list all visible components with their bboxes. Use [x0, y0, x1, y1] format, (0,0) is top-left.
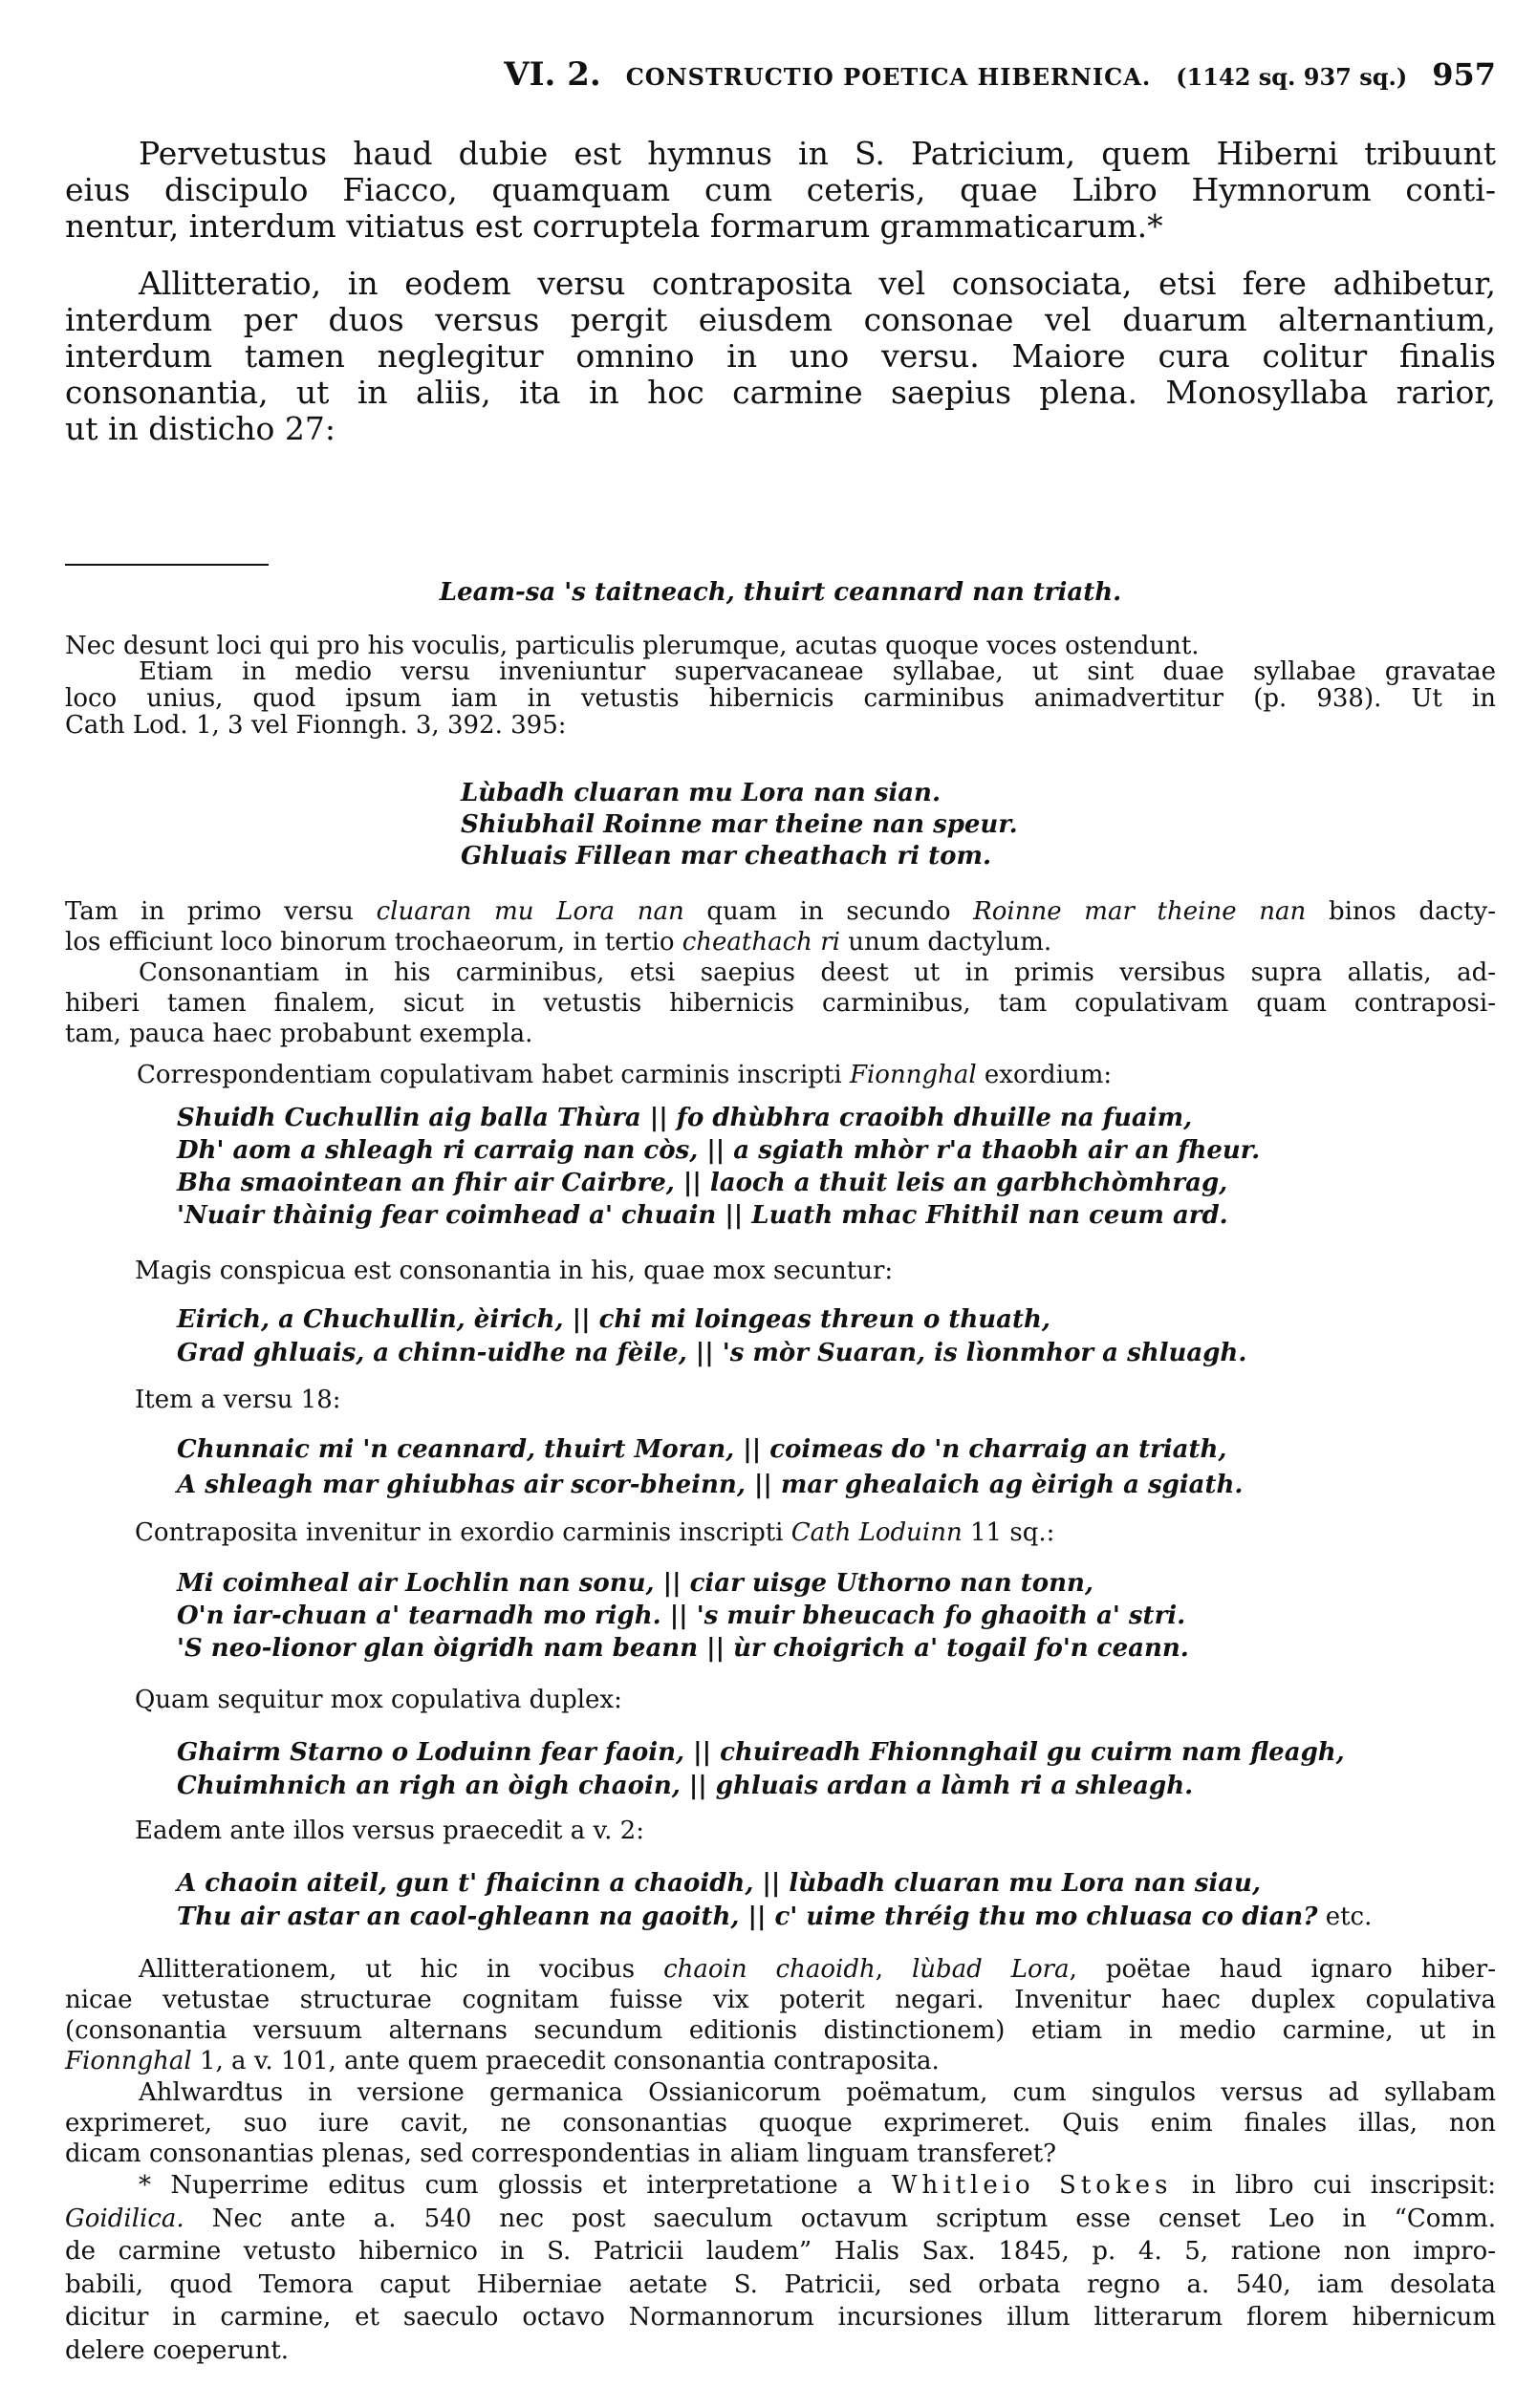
text-segment: Chuimhnich an righ an òigh chaoin, || ghluais ardan a làmh ri a shleagh.	[177, 1772, 1194, 1800]
text-line	[137, 1061, 1537, 1089]
text-line	[65, 338, 1496, 375]
text-segment: Correspondentiam copulativam habet carminis inscripti	[137, 1061, 850, 1089]
italic-segment: Fionnghal	[849, 1061, 977, 1089]
text-segment: * Nuperrime editus cum glossis et interpretatione a	[139, 2171, 892, 2200]
text-segment: ,	[875, 1955, 912, 1984]
text-line	[177, 1770, 1537, 1803]
text-line	[65, 1985, 1496, 2015]
text-line	[461, 841, 1537, 872]
text-segment: O'n iar-chuan a' tearnadh mo righ. || 's muir bheucach fo ghaoith a' stri.	[177, 1602, 1186, 1630]
text-segment: Etiam in medio versu inveniuntur supervacaneae syllabae, ut sint duae syllabae gravatae	[139, 657, 1496, 686]
paragraph-nec-desunt	[65, 632, 1496, 660]
paragraph-allitterationem	[65, 1954, 1496, 2076]
verse-block-4	[177, 1432, 1537, 1503]
text-segment: Bha smaointean an fhir air Cairbre, || laoch a thuit leis an garbhchòmhrag,	[177, 1169, 1228, 1197]
text-segment: Eadem ante illos versus praecedit a v. 2:	[135, 1817, 644, 1845]
italic-segment: cheathach ri	[682, 928, 840, 957]
verse-block-1	[461, 778, 1537, 872]
text-line	[135, 1257, 1537, 1285]
paragraph-contraposita	[135, 1518, 1537, 1547]
text-line	[135, 1518, 1537, 1547]
text-segment: los efficiunt loco binorum trochaeorum, in tertio	[65, 928, 682, 957]
text-line	[65, 1954, 1496, 1985]
text-line	[65, 685, 1496, 712]
text-segment: quam in secundo	[683, 897, 974, 926]
text-line	[135, 1686, 1537, 1714]
text-line	[65, 927, 1496, 957]
text-segment: babili, quod Temora caput Hiberniae aetate S. Patricii, sed orbata regno a. 540, iam desolata	[65, 2269, 1496, 2299]
text-line	[177, 1134, 1537, 1167]
verse-block-6	[177, 1736, 1537, 1803]
paragraph-eadem	[135, 1817, 1537, 1845]
text-line	[177, 1167, 1537, 1199]
text-segment: Shuidh Cuchullin aig balla Thùra || fo dhùbhra craoibh dhuille na fuaim,	[177, 1104, 1193, 1132]
text-line	[65, 302, 1496, 338]
italic-segment: Leam-sa 's taitneach, thuirt ceannard nan triath.	[439, 578, 1122, 607]
verse-block-7	[177, 1867, 1537, 1934]
text-segment: exprimeret, suo iure cavit, ne consonantias quoque exprimeret. Quis enim finales illas, non	[65, 2109, 1496, 2138]
italic-segment: Cath Loduinn	[790, 1518, 963, 1547]
text-segment: (consonantia versuum alternans secundum editionis distinctionem) etiam in medio carmine, ut in	[65, 2016, 1496, 2045]
text-line	[65, 658, 1496, 685]
italic-segment: Roinne mar theine nan	[973, 897, 1307, 926]
text-segment: interdum per duos versus pergit eiusdem consonae vel duarum alternantium,	[65, 301, 1496, 338]
text-segment: Eirich, a Chuchullin, èirich, || chi mi loingeas threun o thuath,	[177, 1305, 1050, 1334]
text-line	[65, 1019, 1496, 1049]
spaced-name: Whitleio Stokes	[891, 2171, 1173, 2200]
text-segment: 'Nuair thàinig fear coimhead a' chuain || Luath mhac Fhithil nan ceum ard.	[177, 1201, 1228, 1230]
text-line	[65, 712, 1496, 739]
text-segment: Item a versu 18:	[135, 1386, 341, 1414]
text-segment: consonantia, ut in aliis, ita in hoc carmine saepius plena. Monosyllaba rarior,	[65, 374, 1496, 411]
text-segment: Chunnaic mi 'n ceannard, thuirt Moran, || coimeas do 'n charraig an triath,	[177, 1435, 1227, 1464]
text-line	[177, 1600, 1537, 1632]
text-segment: interdum tamen neglegitur omnino in uno versu. Maiore cura colitur finalis	[65, 337, 1496, 375]
running-header	[504, 55, 1496, 94]
page-references: (1142 sq. 937 sq.)	[1176, 63, 1408, 91]
text-line	[65, 896, 1496, 927]
paragraph-allitteratio	[65, 266, 1496, 447]
text-segment: Pervetustus haud dubie est hymnus in S. Patricium, quem Hiberni tribuunt	[139, 135, 1496, 172]
text-line	[65, 136, 1496, 172]
text-segment: de carmine vetusto hibernico in S. Patricii laudem” Halis Sax. 1845, p. 4. 5, ratione non impro-	[65, 2237, 1496, 2266]
text-line	[177, 1199, 1537, 1232]
paragraph-consonantiam	[65, 957, 1496, 1049]
italic-segment: chaoin chaoidh	[663, 1955, 876, 1984]
text-line	[65, 578, 1496, 607]
text-line	[65, 2268, 1496, 2302]
text-segment: Thu air astar an caol-ghleann na gaoith, || c' uime thréig thu mo chluasa co dian?	[177, 1903, 1318, 1931]
paragraph-tam-in-primo	[65, 896, 1496, 957]
paragraph-ahlwardtus	[65, 2077, 1496, 2169]
text-line	[65, 2046, 1496, 2076]
paragraph-etiam	[65, 658, 1496, 739]
text-segment: hiberi tamen finalem, sicut in vetustis hibernicis carminibus, tam copulativam quam contraposi-	[65, 989, 1496, 1018]
text-line	[65, 2077, 1496, 2108]
text-line	[135, 1817, 1537, 1845]
footnote	[65, 2169, 1496, 2367]
text-segment: Consonantiam in his carminibus, etsi saepius deest ut in primis versibus supra allatis, ad-	[139, 958, 1496, 987]
section-number: VI. 2.	[504, 55, 601, 94]
text-line	[65, 2203, 1496, 2236]
text-segment: Magis conspicua est consonantia in his, quae mox secuntur:	[135, 1257, 894, 1285]
text-segment: Shiubhail Roinne mar theine nan speur.	[461, 810, 1018, 839]
text-line	[65, 411, 1496, 447]
text-segment: 'S neo-lionor glan òigridh nam beann || ùr choigrich a' togail fo'n ceann.	[177, 1634, 1189, 1663]
text-segment: nicae vetustae structurae cognitam fuisse vix poterit negari. Invenitur haec duplex copulativa	[65, 1986, 1496, 2014]
text-segment: Ghairm Starno o Loduinn fear faoin, || chuireadh Fhionnghail gu cuirm nam fleagh,	[177, 1738, 1345, 1767]
italic-segment: cluaran mu Lora nan	[376, 897, 684, 926]
text-line	[177, 1337, 1537, 1370]
footnote-rule	[65, 564, 269, 566]
text-line	[461, 778, 1537, 809]
text-segment: Nec ante a. 540 nec post saeculum octavum scriptum esse censet Leo in “Comm.	[184, 2204, 1496, 2233]
text-line	[177, 1867, 1537, 1901]
text-segment: loco unius, quod ipsum iam in vetustis hibernicis carminibus animadvertitur (p. 938). Ut in	[65, 684, 1496, 713]
text-segment: unum dactylum.	[839, 928, 1052, 957]
text-segment: Mi coimheal air Lochlin nan sonu, || ciar uisge Uthorno nan tonn,	[177, 1569, 1093, 1598]
text-line	[65, 2301, 1496, 2334]
text-segment: Grad ghluais, a chinn-uidhe na fèile, || 's mòr Suaran, is lìonmhor a shluagh.	[177, 1339, 1247, 1367]
text-line	[177, 1632, 1537, 1665]
text-line	[135, 1386, 1537, 1414]
text-line	[177, 1736, 1537, 1770]
verse-block-5	[177, 1567, 1537, 1665]
paragraph-correspondentiam	[137, 1061, 1537, 1089]
text-line	[65, 2235, 1496, 2268]
text-line	[461, 809, 1537, 841]
text-segment: , poëtae haud ignaro hiber-	[1069, 1955, 1496, 1984]
text-segment: Cath Lod. 1, 3 vel Fionngh. 3, 392. 395:	[65, 711, 567, 740]
page-number: 957	[1432, 56, 1496, 93]
text-line	[65, 957, 1496, 988]
text-segment: tam, pauca haec probabunt exempla.	[65, 1020, 533, 1048]
text-line	[177, 1567, 1537, 1600]
text-segment: Allitterationem, ut hic in vocibus	[139, 1955, 664, 1984]
text-segment: binos dacty-	[1306, 897, 1496, 926]
text-line	[177, 1102, 1537, 1134]
text-segment: dicam consonantias plenas, sed correspondentias in aliam linguam transferet?	[65, 2139, 1057, 2168]
text-line	[65, 2015, 1496, 2046]
quoted-verse	[65, 578, 1496, 607]
text-segment: A chaoin aiteil, gun t' fhaicinn a chaoidh, || lùbadh cluaran mu Lora nan siau,	[177, 1869, 1262, 1898]
text-line	[65, 375, 1496, 411]
text-segment: Ahlwardtus in versione germanica Ossianicorum poëmatum, cum singulos versus ad syllabam	[139, 2078, 1496, 2107]
italic-segment: Fionnghal	[65, 2047, 192, 2075]
text-segment: Dh' aom a shleagh ri carraig nan còs, || a sgiath mhòr r'a thaobh air an fheur.	[177, 1136, 1261, 1165]
text-segment: in libro cui inscripsit:	[1172, 2171, 1496, 2200]
text-line	[65, 2139, 1496, 2169]
text-line	[65, 208, 1496, 245]
text-line	[65, 988, 1496, 1019]
text-segment: 11 sq.:	[962, 1518, 1055, 1547]
text-segment: etc.	[1317, 1903, 1373, 1931]
text-line	[177, 1432, 1537, 1468]
text-line	[65, 2334, 1496, 2368]
text-segment: Ghluais Fillean mar cheathach ri tom.	[461, 842, 992, 871]
text-segment: Allitteratio, in eodem versu contraposita vel consociata, etsi fere adhibetur,	[139, 265, 1496, 302]
italic-segment: lùbad Lora	[911, 1955, 1070, 1984]
paragraph-magis	[135, 1257, 1537, 1285]
paragraph-hymnus	[65, 136, 1496, 245]
text-line	[65, 266, 1496, 302]
text-segment: ut in disticho 27:	[65, 410, 336, 447]
verse-block-3	[177, 1303, 1537, 1370]
paragraph-item	[135, 1386, 1537, 1414]
text-line	[65, 2169, 1496, 2203]
text-segment: dicitur in carmine, et saeculo octavo Normannorum incursiones illum litterarum florem hibernicum	[65, 2303, 1496, 2332]
text-segment: A shleagh mar ghiubhas air scor-bheinn, || mar ghealaich ag èirigh a sgiath.	[177, 1471, 1244, 1499]
text-line	[177, 1468, 1537, 1503]
text-line	[65, 2108, 1496, 2139]
text-segment: eius discipulo Fiacco, quamquam cum ceteris, quae Libro Hymnorum conti-	[65, 171, 1496, 208]
text-line	[177, 1303, 1537, 1337]
text-segment: nentur, interdum vitiatus est corruptela formarum grammaticarum.*	[65, 207, 1163, 245]
text-segment: Lùbadh cluaran mu Lora nan sian.	[461, 779, 942, 807]
text-segment: Contraposita invenitur in exordio carminis inscripti	[135, 1518, 791, 1547]
text-segment: Nec desunt loci qui pro his voculis, particulis plerumque, acutas quoque voces ostendunt.	[65, 632, 1200, 660]
text-segment: Quam sequitur mox copulativa duplex:	[135, 1686, 622, 1714]
text-line	[65, 632, 1496, 660]
text-line	[177, 1901, 1537, 1934]
running-title: CONSTRUCTIO POETICA HIBERNICA.	[625, 63, 1152, 91]
paragraph-quam-sequitur	[135, 1686, 1537, 1714]
text-segment: 1, a v. 101, ante quem praecedit consonantia contraposita.	[191, 2047, 940, 2075]
text-line	[65, 172, 1496, 208]
italic-segment: Goidilica.	[65, 2204, 184, 2233]
text-segment: Tam in primo versu	[65, 897, 377, 926]
text-segment: exordium:	[976, 1061, 1113, 1089]
verse-block-2	[177, 1102, 1537, 1232]
text-segment: delere coeperunt.	[65, 2335, 290, 2365]
